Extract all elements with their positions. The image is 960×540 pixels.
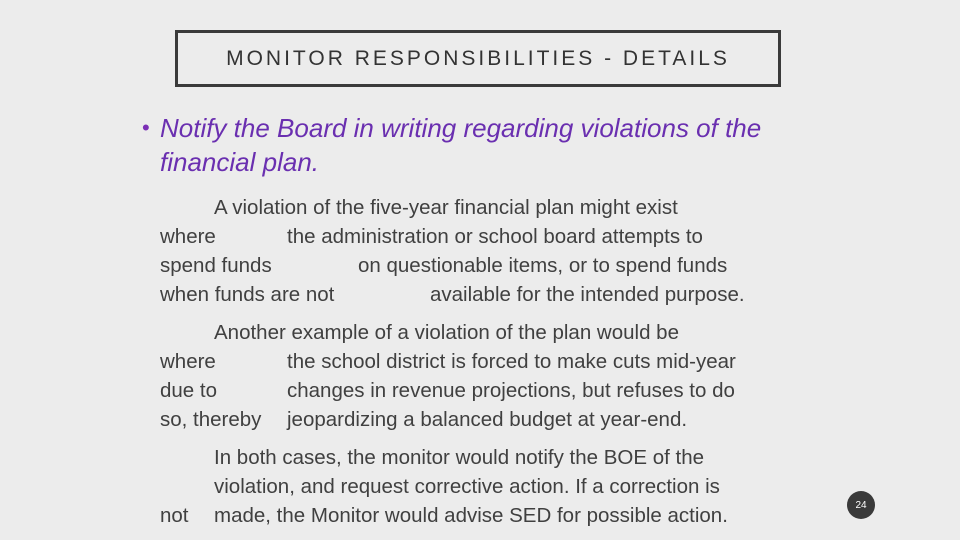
para1-line4a: when funds are not — [160, 283, 335, 306]
para2-line2a: where — [160, 350, 216, 373]
para3-line2: violation, and request corrective action. If a correction is — [214, 475, 720, 498]
para1-line3a: spend funds — [160, 254, 272, 277]
para2-line4a: so, thereby — [160, 408, 262, 431]
page-number-badge — [847, 491, 875, 519]
para3-line1: In both cases, the monitor would notify the BOE of the — [214, 446, 704, 469]
para2-line2b: the school district is forced to make cuts mid-year — [287, 350, 736, 373]
para1-line2b: the administration or school board attempts to — [287, 225, 703, 248]
para2-line1: Another example of a violation of the plan would be — [214, 321, 679, 344]
slide-title: MONITOR RESPONSIBILITIES - DETAILS — [226, 46, 730, 70]
page-number: 24 — [855, 499, 867, 511]
para1-line1: A violation of the five-year financial plan might exist — [214, 196, 678, 219]
title-box — [175, 30, 781, 87]
para2-line3a: due to — [160, 379, 217, 402]
para2-line3b: changes in revenue projections, but refuses to do — [287, 379, 735, 402]
para1-line2a: where — [160, 225, 216, 248]
para1-line3b: on questionable items, or to spend funds — [358, 254, 728, 277]
para3-line3a: not — [160, 504, 189, 527]
para1-line4b: available for the intended purpose. — [430, 283, 745, 306]
bullet-marker: • — [142, 115, 150, 140]
para3-line3b: made, the Monitor would advise SED for possible action. — [214, 504, 728, 527]
bullet-text: Notify the Board in writing regarding violations of the financial plan. — [160, 113, 762, 177]
para2-line4b: jeopardizing a balanced budget at year-end. — [287, 408, 688, 431]
